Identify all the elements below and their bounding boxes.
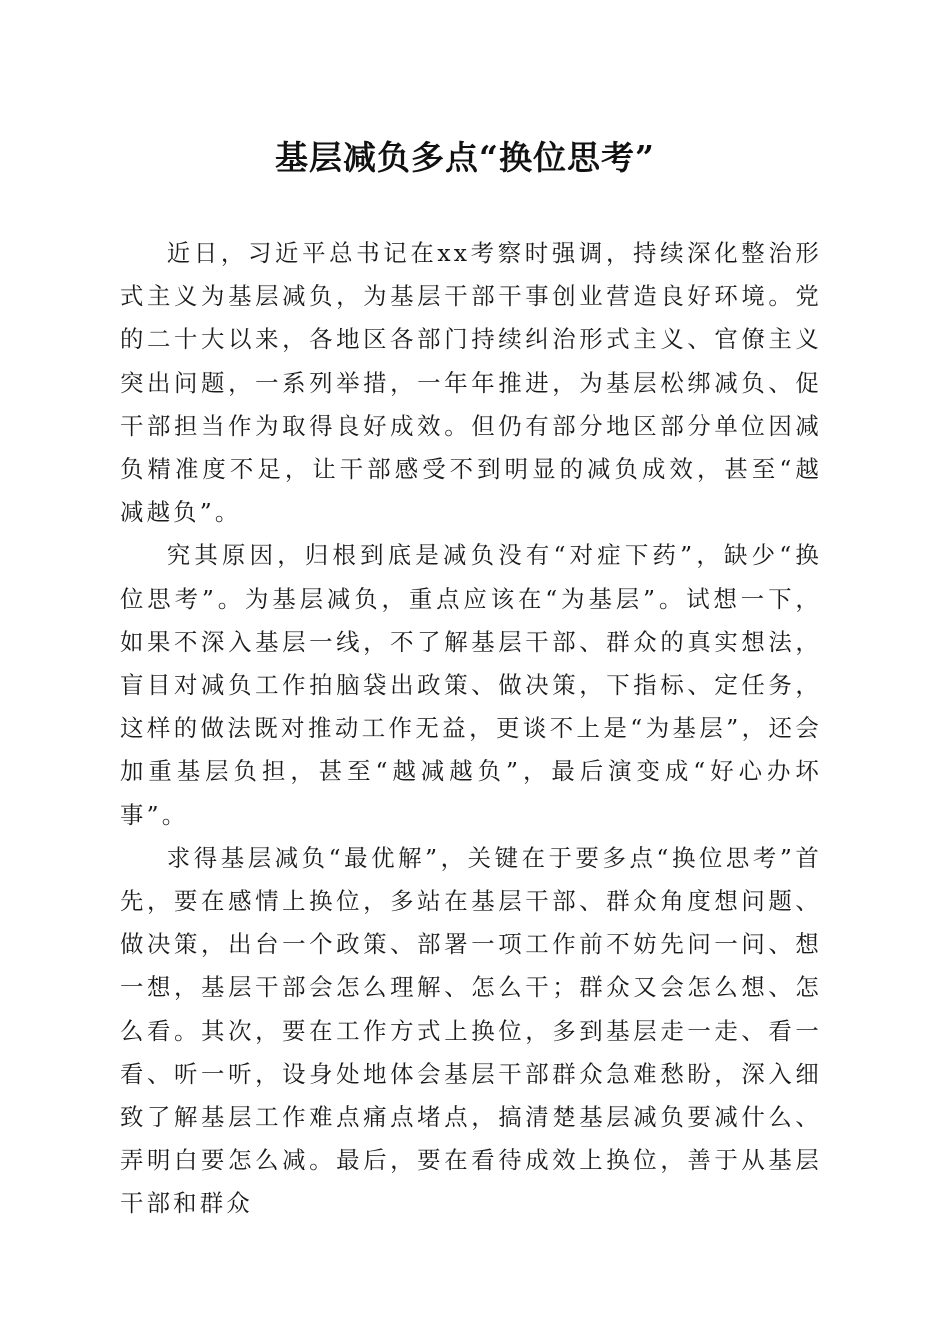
paragraph: 求得基层减负“最优解”，关键在于要多点“换位思考”首先，要在感情上换位，多站在基层干部、群众角度想问题、做决策，出台一个政策、部署一项工作前不妨先问一问、想一想，基层干部会怎么理解、怎么干；群众又会怎么想、怎么看。其次，要在工作方式上换位，多到基层走一走、看一看、听一听，设身处地体会基层干部群众急难愁盼，深入细致了解基层工作难点痛点堵点，搞清楚基层减负要减什么、弄明白要怎么减。最后，要在看待成效上换位，善于从基层干部和群众 [120,843,822,1218]
document-body [120,232,822,1226]
paragraph: 究其原因，归根到底是减负没有“对症下药”，缺少“换位思考”。为基层减负，重点应该在“为基层”。试想一下，如果不深入基层一线，不了解基层干部、群众的真实想法，盲目对减负工作拍脑袋出政策、做决策，下指标、定任务，这样的做法既对推动工作无益，更谈不上是“为基层”，还会加重基层负担，甚至“越减越负”，最后演变成“好心办坏事”。 [120,541,822,829]
document-title: 基层减负多点“换位思考” [275,138,655,177]
paragraph: 近日，习近平总书记在xx考察时强调，持续深化整治形式主义为基层减负，为基层干部干事创业营造良好环境。党的二十大以来，各地区各部门持续纠治形式主义、官僚主义突出问题，一系列举措，一年年推进，为基层松绑减负、促干部担当作为取得良好成效。但仍有部分地区部分单位因减负精准度不足，让干部感受不到明显的减负成效，甚至“越减越负”。 [120,239,822,527]
